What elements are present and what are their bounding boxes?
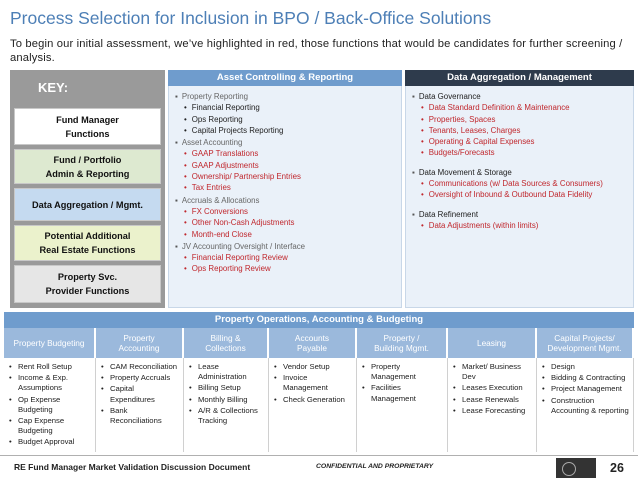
ops-column-body xyxy=(269,358,357,452)
footer-document-title: RE Fund Manager Market Validation Discussion Document xyxy=(14,462,251,472)
ops-item: • Monthly Billing xyxy=(189,395,265,405)
ops-item: • CAM Reconciliation xyxy=(101,362,180,372)
ops-column xyxy=(357,328,448,452)
key-panel xyxy=(10,70,165,308)
ops-column-header: Property Budgeting xyxy=(4,328,96,358)
ops-column xyxy=(269,328,357,452)
ops-item: • Vendor Setup xyxy=(274,362,353,372)
data-section-item: • Budgets/Forecasts xyxy=(412,147,627,158)
data-section-item: • Properties, Spaces xyxy=(412,114,627,125)
ops-column xyxy=(448,328,537,452)
asset-section-item: • Ops Reporting Review xyxy=(175,263,395,274)
ops-item: • Design xyxy=(542,362,630,372)
ops-column-header: Billing & Collections xyxy=(184,328,269,358)
page-title: Process Selection for Inclusion in BPO / Back-Office Solutions xyxy=(10,8,492,28)
asset-section-heading: ▪ Property Reporting xyxy=(175,91,395,102)
ops-item: • Lease Forecasting xyxy=(453,406,533,416)
key-property-svc-provider xyxy=(14,265,161,303)
data-aggregation-panel xyxy=(405,70,634,308)
ops-item: • Market/ Business Dev xyxy=(453,362,533,382)
ops-column xyxy=(4,328,96,452)
key-label: Fund Manager Functions xyxy=(56,114,119,139)
property-operations-columns xyxy=(4,328,634,452)
asset-section-item: • Tax Entries xyxy=(175,182,395,193)
ops-item: • Cap Expense Budgeting xyxy=(9,416,92,436)
footer xyxy=(0,455,638,479)
asset-section-heading: ▪ Accruals & Allocations xyxy=(175,195,395,206)
ops-item: • Lease Administration xyxy=(189,362,265,382)
ops-item: • Lease Renewals xyxy=(453,395,533,405)
ops-item: • Invoice Management xyxy=(274,373,353,393)
data-section-item: • Tenants, Leases, Charges xyxy=(412,125,627,136)
ops-column-header: Property Accounting xyxy=(96,328,184,358)
asset-section xyxy=(175,241,395,275)
data-section-item: • Oversight of Inbound & Outbound Data Fidelity xyxy=(412,189,627,200)
page-number: 26 xyxy=(610,461,624,475)
asset-controlling-body xyxy=(168,86,402,308)
asset-controlling-header: Asset Controlling & Reporting xyxy=(168,70,402,86)
ops-item: • Construction Accounting & reporting xyxy=(542,396,630,416)
property-operations-section xyxy=(4,312,634,452)
data-section xyxy=(412,167,627,201)
asset-section-item: • GAAP Adjustments xyxy=(175,160,395,171)
ops-column-body xyxy=(448,358,537,452)
footer-confidential: CONFIDENTIAL AND PROPRIETARY xyxy=(316,463,434,470)
ops-item: • Capital Expenditures xyxy=(101,384,180,404)
ops-item: • Leases Execution xyxy=(453,383,533,393)
ops-column xyxy=(96,328,184,452)
ops-item: • Budget Approval xyxy=(9,437,92,447)
ops-item: • Income & Exp. Assumptions xyxy=(9,373,92,393)
asset-section-item: • Capital Projects Reporting xyxy=(175,125,395,136)
data-section-item: • Communications (w/ Data Sources & Consumers) xyxy=(412,178,627,189)
ops-item: • Rent Roll Setup xyxy=(9,362,92,372)
ops-column-body xyxy=(357,358,448,452)
key-label: Data Aggregation / Mgmt. xyxy=(32,199,143,210)
ops-item: • Property Management xyxy=(362,362,444,382)
ops-column-header: Capital Projects/ Development Mgmt. xyxy=(537,328,634,358)
key-data-aggregation xyxy=(14,188,161,221)
data-section-heading: ▪ Data Movement & Storage xyxy=(412,167,627,178)
ops-item: • Project Management xyxy=(542,384,630,394)
asset-controlling-panel xyxy=(168,70,402,308)
asset-section-item: • Financial Reporting Review xyxy=(175,252,395,263)
ops-item: • Op Expense Budgeting xyxy=(9,395,92,415)
ops-column xyxy=(537,328,634,452)
data-section-item: • Data Standard Definition & Maintenance xyxy=(412,102,627,113)
key-label: Potential Additional Real Estate Functions xyxy=(39,231,136,255)
data-section-heading: ▪ Data Refinement xyxy=(412,209,627,220)
data-section xyxy=(412,209,627,232)
asset-section-item: • Other Non-Cash Adjustments xyxy=(175,217,395,228)
ops-column-body xyxy=(537,358,634,452)
ops-item: • Property Accruals xyxy=(101,373,180,383)
ops-column-header: Property / Building Mgmt. xyxy=(357,328,448,358)
ops-column-header: Leasing xyxy=(448,328,537,358)
asset-section-heading: ▪ Asset Accounting xyxy=(175,137,395,148)
ops-column xyxy=(184,328,269,452)
ops-item: • A/R & Collections Tracking xyxy=(189,406,265,426)
key-additional-re-functions xyxy=(14,225,161,261)
asset-section-item: • Month-end Close xyxy=(175,229,395,240)
ops-column-body xyxy=(4,358,96,452)
property-operations-header: Property Operations, Accounting & Budgeting xyxy=(4,312,634,328)
ops-item: • Billing Setup xyxy=(189,383,265,393)
ops-item: • Bank Reconciliations xyxy=(101,406,180,426)
key-fund-portfolio-admin xyxy=(14,149,161,184)
ops-item: • Facilities Management xyxy=(362,383,444,403)
data-section-item: • Data Adjustments (within limits) xyxy=(412,220,627,231)
data-aggregation-body xyxy=(405,86,634,308)
asset-section-item: • Ownership/ Partnership Entries xyxy=(175,171,395,182)
asset-section xyxy=(175,195,395,240)
asset-section-item: • Ops Reporting xyxy=(175,114,395,125)
ops-column-body xyxy=(96,358,184,452)
asset-section-item: • Financial Reporting xyxy=(175,102,395,113)
page-subtitle: To begin our initial assessment, we’ve highlighted in red, those functions that would be candidates for further screening / analysis. xyxy=(10,38,623,64)
ops-item: • Check Generation xyxy=(274,395,353,405)
ops-column-header: Accounts Payable xyxy=(269,328,357,358)
asset-section-item: • GAAP Translations xyxy=(175,148,395,159)
key-label: Property Svc. Provider Functions xyxy=(45,272,130,296)
asset-section-heading: ▪ JV Accounting Oversight / Interface xyxy=(175,241,395,252)
key-title: KEY: xyxy=(38,80,69,95)
asset-section xyxy=(175,137,395,193)
asset-section xyxy=(175,91,395,136)
company-logo-icon xyxy=(556,458,596,478)
key-fund-manager-functions xyxy=(14,108,161,145)
data-section-item: • Operating & Capital Expenses xyxy=(412,136,627,147)
ops-item: • Bidding & Contracting xyxy=(542,373,630,383)
data-section-heading: ▪ Data Governance xyxy=(412,91,627,102)
key-label: Fund / Portfolio Admin & Reporting xyxy=(45,154,130,179)
data-aggregation-header: Data Aggregation / Management xyxy=(405,70,634,86)
ops-column-body xyxy=(184,358,269,452)
asset-section-item: • FX Conversions xyxy=(175,206,395,217)
data-section xyxy=(412,91,627,159)
